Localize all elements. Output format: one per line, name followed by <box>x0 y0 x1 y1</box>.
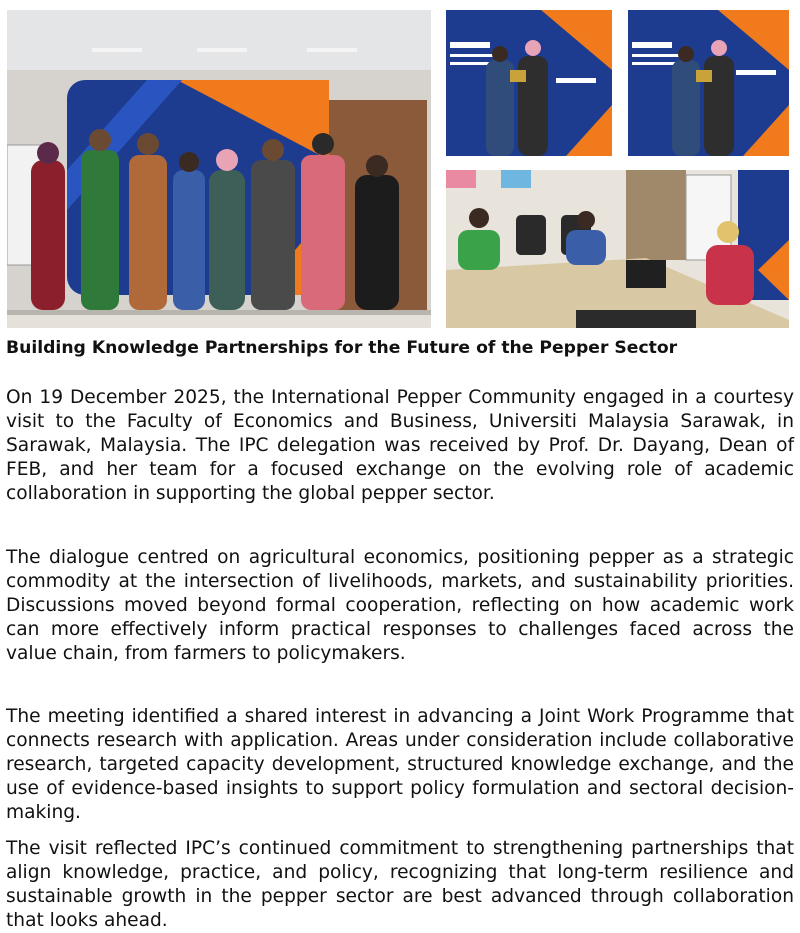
plaque-presentation-photo-2 <box>628 10 789 156</box>
article-paragraph-1: On 19 December 2025, the International Pepper Community engaged in a courtesy visit to the Faculty of Economics and Business, Universiti Malaysia Sarawak, in Sarawak, Malaysia. The IPC delegation was received by Prof. Dr. Dayang, Dean of FEB, and her team for a focused exchange on the evolving role of academic collaboration in supporting the global pepper sector. <box>6 387 794 504</box>
meeting-discussion-photo <box>446 170 789 328</box>
article-paragraph-2: The dialogue centred on agricultural economics, positioning pepper as a strategic commodity at the intersection of livelihoods, markets, and sustainability priorities. Discussions moved beyond formal cooperation, reflecting on how academic work can more effectively inform practical responses to challenges faced across the value chain, from farmers to policymakers. <box>6 547 794 664</box>
article-paragraph-3: The meeting identified a shared interest in advancing a Joint Work Programme that connects research with application. Areas under consideration include collaborative research, targeted capacity development, structured knowledge exchange, and the use of evidence-based insights to support policy formulation and sectoral decision-making. <box>6 706 794 823</box>
group-photo <box>7 10 431 328</box>
plaque-presentation-photo-1 <box>446 10 612 156</box>
article-paragraph-4: The visit reflected IPC’s continued commitment to strengthening partnerships that align knowledge, practice, and policy, recognizing that long-term resilience and sustainable growth in the pepper sector are best advanced through collaboration that looks ahead. <box>6 838 794 931</box>
article-headline: Building Knowledge Partnerships for the Future of the Pepper Sector <box>6 338 678 358</box>
